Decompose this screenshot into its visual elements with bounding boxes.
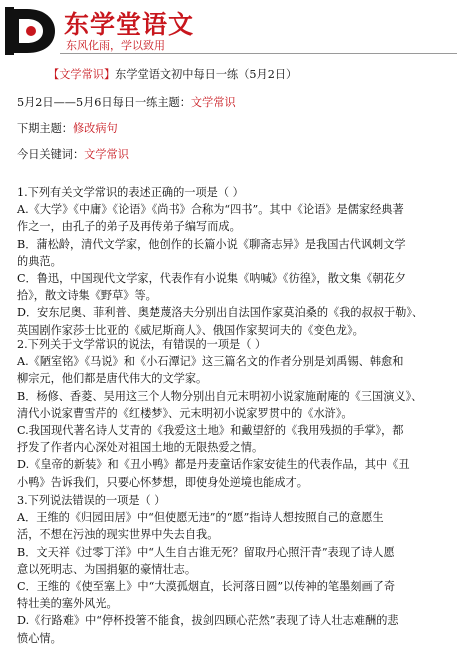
question-line: D.《皇帝的新装》和《丑小鸭》都是丹麦童话作家安徒生的代表作品，其中《丑 [17,458,410,472]
question-2 [17,336,449,491]
question-line: D.《行路难》中“停杯投箸不能食，拔剑四顾心茫然”表现了诗人壮志难酬的悲 [17,614,399,628]
question-1 [17,184,449,339]
question-line: 的典范。 [17,254,62,268]
question-line: B．蒲松龄，清代文学家，他创作的长篇小说《聊斋志异》是我国古代讽刺文学 [17,237,406,251]
question-line: 柳宗元，他们都是唐代伟大的文学家。 [17,372,208,386]
next-theme-value: 修改病句 [72,122,118,135]
question-line: B．文天祥《过零丁洋》中“人生自古谁无死？留取丹心照汗青”表现了诗人愿 [17,545,395,559]
question-line: 作之一，由孔子的弟子及再传弟子编写而成。 [17,220,241,234]
logo-icon [5,5,57,55]
question-line: B．杨修、香菱、吴用这三个人物分别出自元末明初小说家施耐庵的《三国演义》、 [17,389,423,403]
title-tag: 【文学常识】 [48,68,116,81]
question-line: 3.下列说法错误的一项是（ ） [17,494,166,507]
question-line: C．王维的《使至塞上》中“大漠孤烟直，长河落日圆”以传神的笔墨刻画了奇 [17,580,396,594]
today-keyword [17,147,129,163]
brand-name: 东学堂语文 [64,10,195,39]
header-divider [60,53,457,54]
question-line: 意以死明志、为国捐躯的豪情壮志。 [17,562,197,576]
question-line: 小鸭》告诉我们，只要心怀梦想，即使身处逆境也能成才。 [17,475,308,489]
question-3 [17,492,449,647]
question-line: 抒发了作者内心深处对祖国土地的无限热爱之情。 [17,441,264,455]
question-line: 英国剧作家莎士比亚的《威尼斯商人》、俄国作家契诃夫的《变色龙》。 [17,323,364,337]
next-theme [17,121,118,137]
next-theme-label: 下期主题： [17,122,73,135]
question-line: 清代小说家曹雪芹的《红楼梦》、元末明初小说家罗贯中的《水浒》。 [17,406,353,420]
question-line: 2.下列关于文学常识的说法，有错误的一项是（ ） [17,338,267,351]
theme-period [17,95,236,111]
brand-slogan: 东风化雨，学以致用 [66,39,165,52]
question-line: D．安东尼奥、菲利普、奥楚蔑洛夫分别出自法国作家莫泊桑的《我的叔叔于勒》、 [17,306,424,320]
theme-period-label: 5月2日——5月6日每日一练主题： [17,96,191,109]
document-title [48,67,297,83]
question-line: A.《大学》《中庸》《论语》《尚书》合称为“四书”。其中《论语》是儒家经典著 [17,203,404,217]
question-line: 拾》，散文诗集《野草》等。 [17,289,157,303]
header [0,0,463,60]
question-line: A.《陋室铭》《马说》和《小石潭记》这三篇名文的作者分别是刘禹锡、韩愈和 [17,355,404,369]
today-keyword-value: 文学常识 [84,148,129,161]
title-text: 东学堂语文初中每日一练（5月2日） [115,68,298,81]
question-line: C．鲁迅，中国现代文学家，代表作有小说集《呐喊》《彷徨》，散文集《朝花夕 [17,272,406,286]
question-line: 愤心情。 [17,631,62,645]
question-line: A．王维的《归园田居》中“但使愿无违”的“愿”指诗人想按照自己的意愿生 [17,511,384,525]
question-line: C.我国现代著名诗人艾青的《我爱这土地》和戴望舒的《我用残损的手掌》，都 [17,424,404,438]
question-line: 1.下列有关文学常识的表述正确的一项是（ ） [17,186,244,199]
question-line: 活，不想在污浊的现实世界中失去自我。 [17,528,219,542]
today-keyword-label: 今日关键词： [17,148,85,161]
theme-period-value: 文学常识 [190,96,236,109]
question-line: 特壮美的塞外风光。 [17,597,118,611]
